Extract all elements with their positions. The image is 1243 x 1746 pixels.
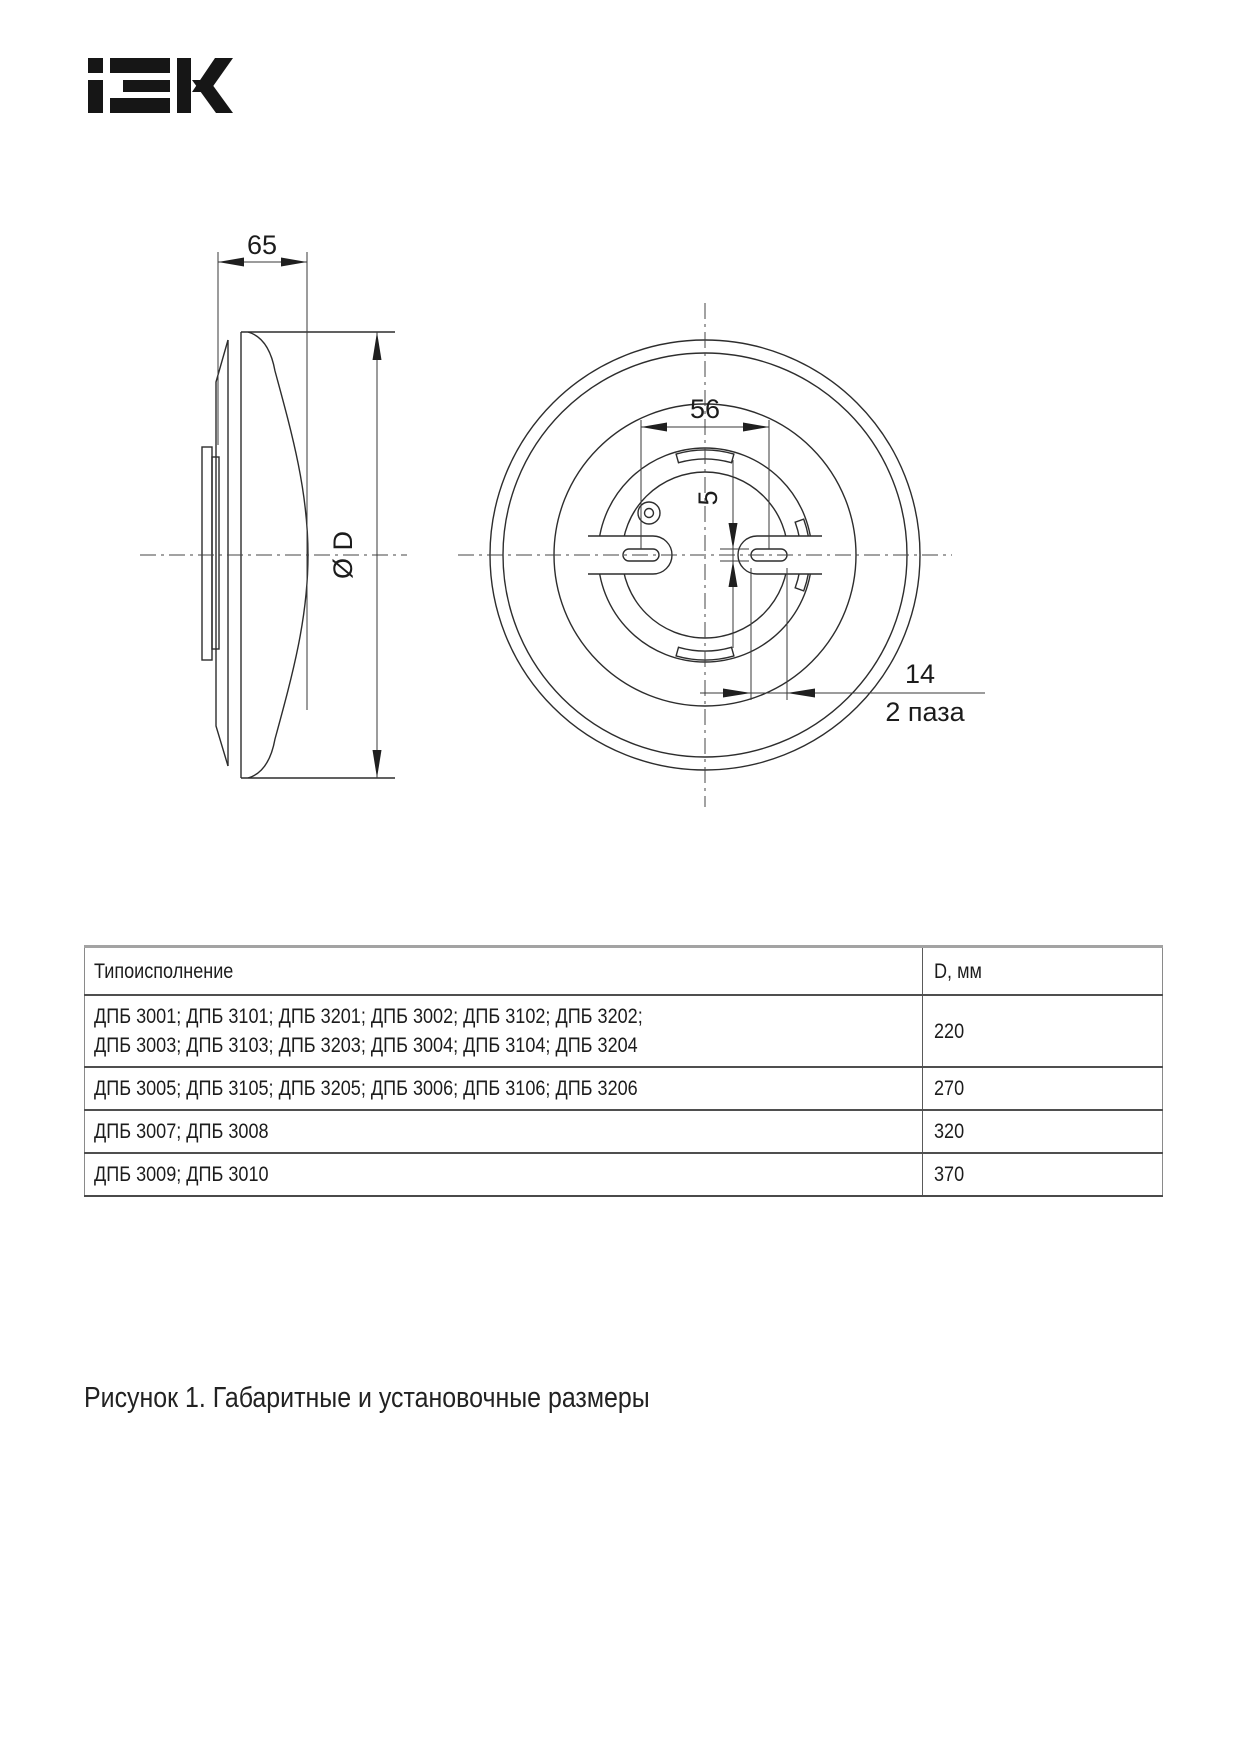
logo-e-bar-bottom xyxy=(110,98,170,113)
header-type xyxy=(85,947,923,996)
diameter-value: 320 xyxy=(934,1120,965,1143)
type-list-line: ДПБ 3009; ДПБ 3010 xyxy=(94,1163,269,1186)
diameter-cell xyxy=(923,1110,1163,1153)
type-cell xyxy=(85,1067,923,1110)
front-view xyxy=(458,303,952,807)
table-row xyxy=(85,1067,1163,1110)
type-cell xyxy=(85,1153,923,1196)
table-header-row xyxy=(85,947,1163,996)
diameter-value: 220 xyxy=(934,1019,965,1043)
logo-k-lower-arm xyxy=(192,80,233,113)
diameter-dimension-label: Ø D xyxy=(328,530,358,580)
table-row xyxy=(85,995,1163,1067)
type-cell xyxy=(85,995,923,1067)
type-list-line: ДПБ 3005; ДПБ 3105; ДПБ 3205; ДПБ 3006; ДПБ 3106; ДПБ 3206 xyxy=(94,1077,638,1100)
diameter-cell xyxy=(923,995,1163,1067)
slot-length-label: 14 xyxy=(904,659,936,689)
type-cell xyxy=(85,1110,923,1153)
table-row xyxy=(85,1153,1163,1196)
dimension-drawing xyxy=(0,0,1243,860)
slot-width-label: 5 xyxy=(693,490,723,506)
type-list-line: ДПБ 3007; ДПБ 3008 xyxy=(94,1120,269,1143)
type-list-line: ДПБ 3001; ДПБ 3101; ДПБ 3201; ДПБ 3002; ДПБ 3102; ДПБ 3202; xyxy=(94,1005,643,1028)
diameter-cell xyxy=(923,1067,1163,1110)
type-diameter-table xyxy=(84,945,1163,1197)
figure-caption xyxy=(84,1382,742,1415)
logo-e-bar-top xyxy=(110,58,170,73)
header-diameter xyxy=(923,947,1163,996)
diameter-value: 370 xyxy=(934,1163,965,1186)
logo-i-stem xyxy=(88,80,103,113)
logo-e-bar-mid xyxy=(123,80,170,92)
cable-hole-inner xyxy=(645,509,654,518)
diameter-cell xyxy=(923,1153,1163,1196)
table-row xyxy=(85,1110,1163,1153)
slot-spacing-label: 56 xyxy=(689,394,721,424)
iek-logo xyxy=(88,58,233,113)
diameter-value: 270 xyxy=(934,1077,965,1100)
depth-dimension-label: 65 xyxy=(246,230,278,260)
logo-i-dot xyxy=(88,58,103,73)
logo-k-stem xyxy=(177,58,191,113)
figure-caption-text: Рисунок 1. Габаритные и установочные размеры xyxy=(84,1382,650,1414)
side-view xyxy=(140,332,407,778)
header-type-label: Типоисполнение xyxy=(94,959,234,983)
dimension-depth-65 xyxy=(218,230,307,710)
slots-count-note: 2 паза xyxy=(885,697,965,727)
mounting-bracket-outer xyxy=(202,447,212,660)
header-diameter-label: D, мм xyxy=(934,959,982,983)
type-list-line: ДПБ 3003; ДПБ 3103; ДПБ 3203; ДПБ 3004; ДПБ 3104; ДПБ 3204 xyxy=(94,1034,638,1057)
